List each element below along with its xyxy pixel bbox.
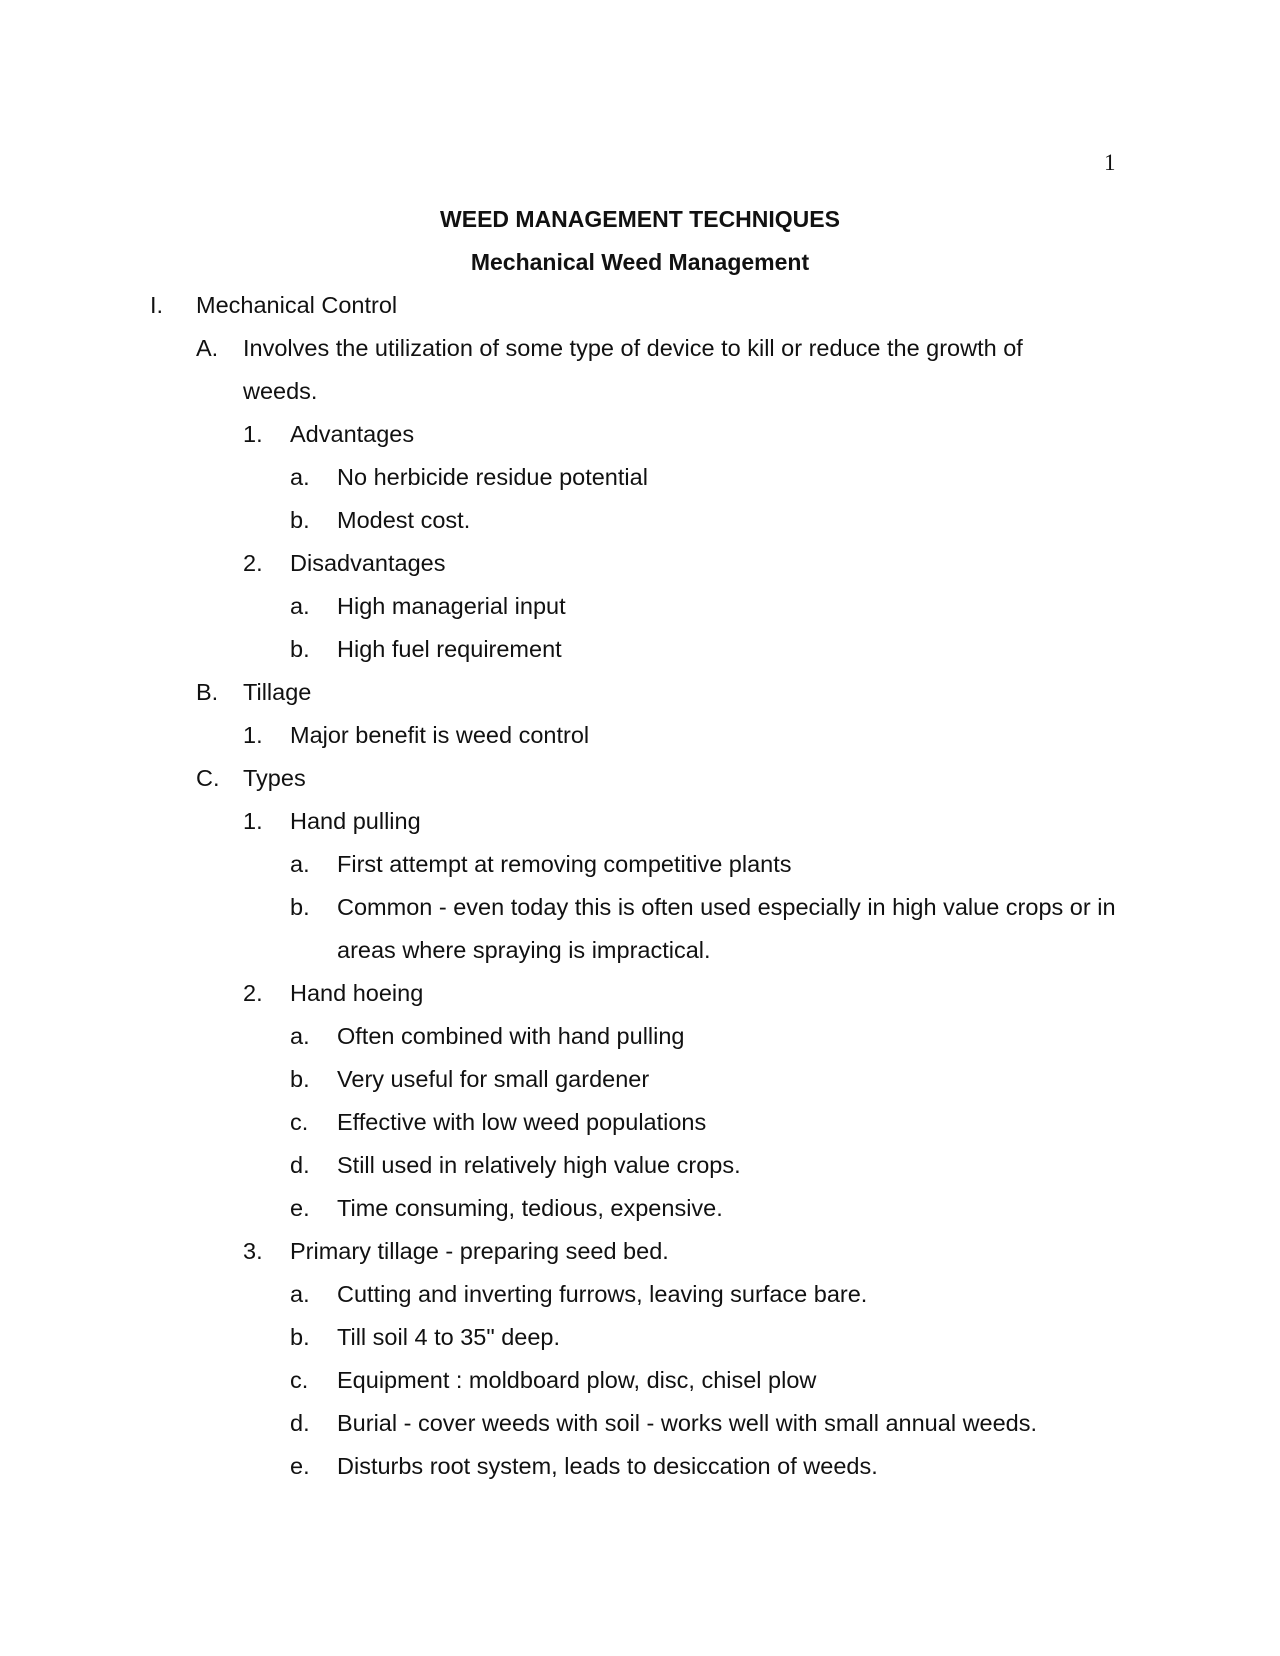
- outline-item: [0, 892, 1280, 978]
- outline-marker: I.: [150, 292, 164, 318]
- outline-marker: e.: [290, 1453, 310, 1479]
- outline-marker: b.: [290, 1066, 310, 1092]
- page-number: 1: [1104, 150, 1116, 175]
- outline-text: Time consuming, tedious, expensive.: [337, 1195, 723, 1221]
- outline-item: [0, 1451, 1280, 1494]
- outline-text: Till soil 4 to 35" deep.: [337, 1324, 561, 1350]
- outline-marker: c.: [290, 1109, 309, 1135]
- outline-text: Major benefit is weed control: [290, 722, 590, 748]
- outline-marker: 1.: [243, 421, 263, 447]
- outline-text: Types: [243, 765, 306, 791]
- outline-text: Hand pulling: [290, 808, 421, 834]
- outline-text: High fuel requirement: [337, 636, 562, 662]
- outline-marker: 2.: [243, 980, 263, 1006]
- outline-marker: A.: [196, 335, 219, 361]
- outline-marker: 1.: [243, 722, 263, 748]
- outline-text: First attempt at removing competitive plants: [337, 851, 792, 877]
- outline-text: Modest cost.: [337, 507, 471, 533]
- outline-text: Advantages: [290, 421, 415, 447]
- outline-text: Burial - cover weeds with soil - works well with small annual weeds.: [337, 1410, 1038, 1436]
- outline-marker: a.: [290, 851, 310, 877]
- outline-text: No herbicide residue potential: [337, 464, 648, 490]
- outline-text: Equipment : moldboard plow, disc, chisel plow: [337, 1367, 817, 1393]
- outline-text: Effective with low weed populations: [337, 1109, 707, 1135]
- outline-text: Primary tillage - preparing seed bed.: [290, 1238, 669, 1264]
- outline-marker: B.: [196, 679, 219, 705]
- outline-marker: b.: [290, 507, 310, 533]
- outline-marker: a.: [290, 593, 310, 619]
- outline-text: Involves the utilization of some type of device to kill or reduce the growth of weeds.: [243, 335, 1023, 404]
- outline-text: Disturbs root system, leads to desiccation of weeds.: [337, 1453, 878, 1479]
- outline-marker: d.: [290, 1152, 310, 1178]
- outline-text: Disadvantages: [290, 550, 446, 576]
- outline-marker: b.: [290, 636, 310, 662]
- outline-text: Very useful for small gardener: [337, 1066, 650, 1092]
- outline-text: Hand hoeing: [290, 980, 424, 1006]
- outline-marker: d.: [290, 1410, 310, 1436]
- outline-text: Still used in relatively high value crops.: [337, 1152, 741, 1178]
- outline-marker: a.: [290, 1281, 310, 1307]
- outline-marker: c.: [290, 1367, 309, 1393]
- outline-marker: e.: [290, 1195, 310, 1221]
- outline-marker: 2.: [243, 550, 263, 576]
- outline-marker: a.: [290, 1023, 310, 1049]
- document-title: WEED MANAGEMENT TECHNIQUES: [440, 206, 840, 232]
- outline: [0, 290, 1280, 1494]
- outline-item: [0, 333, 1280, 419]
- outline-text: Tillage: [243, 679, 312, 705]
- outline-text: Common - even today this is often used especially in high value crops or in areas where spraying is impractical.: [337, 894, 1116, 963]
- outline-text: Cutting and inverting furrows, leaving surface bare.: [337, 1281, 868, 1307]
- outline-text: High managerial input: [337, 593, 566, 619]
- outline-text: Mechanical Control: [196, 292, 398, 318]
- outline-text: Often combined with hand pulling: [337, 1023, 685, 1049]
- outline-marker: b.: [290, 894, 310, 920]
- outline-marker: b.: [290, 1324, 310, 1350]
- outline-marker: 1.: [243, 808, 263, 834]
- outline-marker: C.: [196, 765, 220, 791]
- outline-marker: a.: [290, 464, 310, 490]
- document-subtitle: Mechanical Weed Management: [470, 249, 810, 275]
- outline-marker: 3.: [243, 1238, 263, 1264]
